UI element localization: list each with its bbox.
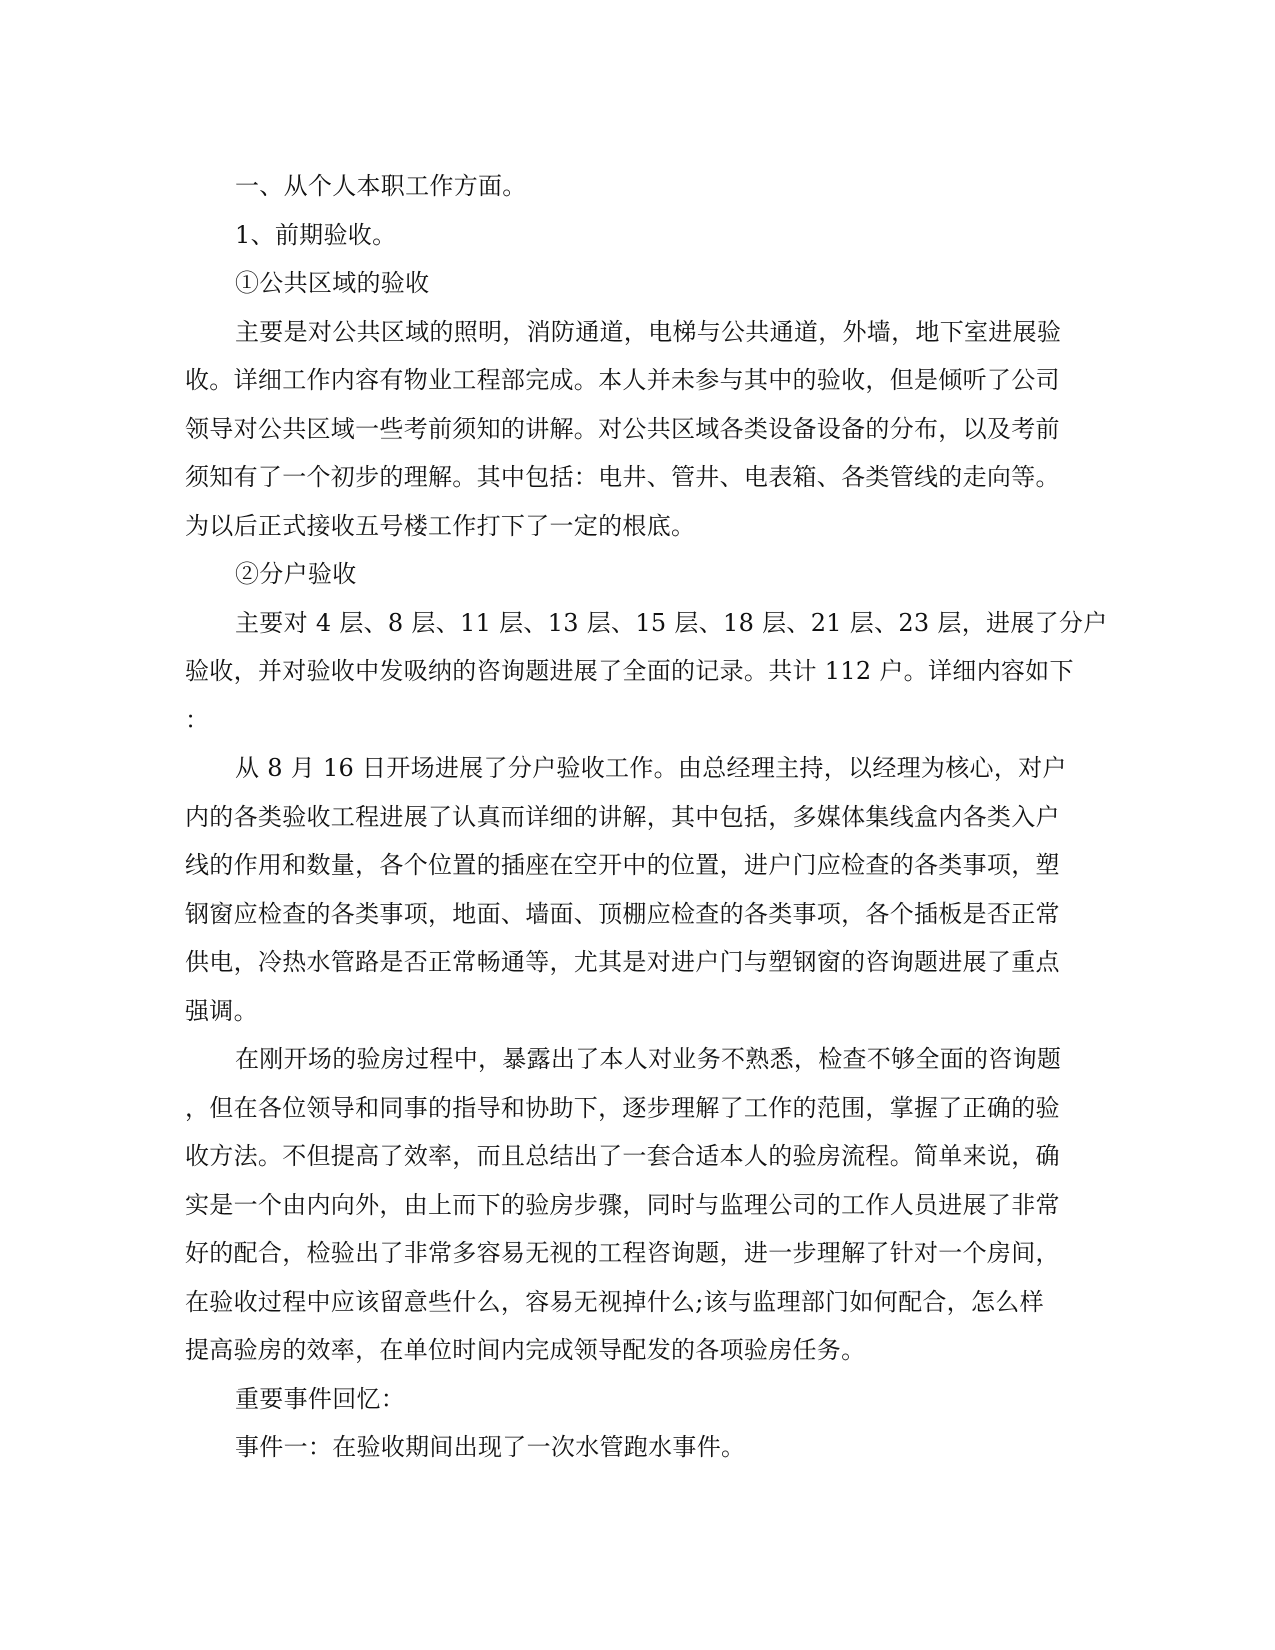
text-line: 提高验房的效率，在单位时间内完成领导配发的各项验房任务。 (185, 1336, 866, 1364)
text-line: 钢窗应检查的各类事项，地面、墙面、顶棚应检查的各类事项，各个插板是否正常 (185, 899, 1060, 928)
text-line: 线的作用和数量，各个位置的插座在空开中的位置，进户门应检查的各类事项，塑 (185, 851, 1060, 879)
text-line: 为以后正式接收五号楼工作打下了一定的根底。 (185, 511, 696, 540)
text-line: 从 8 月 16 日开场进展了分户验收工作。由总经理主持，以经理为核心，对户 (235, 754, 1067, 782)
text-line: 强调。 (185, 996, 258, 1025)
text-line: 好的配合，检验出了非常多容易无视的工程咨询题，进一步理解了针对一个房间， (185, 1239, 1060, 1267)
text-line: 1、前期验收。 (235, 220, 397, 249)
text-line: 供电，冷热水管路是否正常畅通等，尤其是对进户门与塑钢窗的咨询题进展了重点 (185, 948, 1060, 976)
text-line: 在刚开场的验房过程中，暴露出了本人对业务不熟悉，检查不够全面的咨询题 (235, 1045, 1062, 1073)
text-line: 收方法。不但提高了效率，而且总结出了一套合适本人的验房流程。简单来说，确 (185, 1142, 1060, 1170)
text-line: ①公共区域的验收 (235, 269, 430, 297)
text-line: 主要是对公共区域的照明，消防通道，电梯与公共通道，外墙，地下室进展验 (235, 317, 1062, 346)
text-line: 主要对 4 层、8 层、11 层、13 层、15 层、18 层、21 层、23 层，进展了分户 (235, 608, 1108, 637)
text-line: 一、从个人本职工作方面。 (235, 172, 527, 200)
text-line: 领导对公共区域一些考前须知的讲解。对公共区域各类设备设备的分布，以及考前 (185, 414, 1060, 443)
text-line: 在验收过程中应该留意些什么，容易无视掉什么;该与监理部门如何配合，怎么样 (185, 1287, 1044, 1316)
text-line: ： (185, 705, 210, 734)
text-line: ②分户验收 (235, 560, 357, 588)
text-line: 重要事件回忆： (235, 1384, 406, 1413)
text-line: 收。详细工作内容有物业工程部完成。本人并未参与其中的验收，但是倾听了公司 (185, 366, 1060, 394)
text-line: 实是一个由内向外，由上而下的验房步骤，同时与监理公司的工作人员进展了非常 (185, 1190, 1060, 1219)
text-line: 须知有了一个初步的理解。其中包括：电井、管井、电表箱、各类管线的走向等。 (185, 463, 1060, 491)
text-line: 验收，并对验收中发吸纳的咨询题进展了全面的记录。共计 112 户。详细内容如下 (185, 657, 1074, 685)
text-line: ，但在各位领导和同事的指导和协助下，逐步理解了工作的范围，掌握了正确的验 (185, 1093, 1060, 1122)
document-body (185, 162, 1108, 1472)
text-line: 事件一：在验收期间出现了一次水管跑水事件。 (235, 1433, 746, 1461)
text-line: 内的各类验收工程进展了认真而详细的讲解，其中包括，多媒体集线盒内各类入户 (185, 802, 1060, 831)
